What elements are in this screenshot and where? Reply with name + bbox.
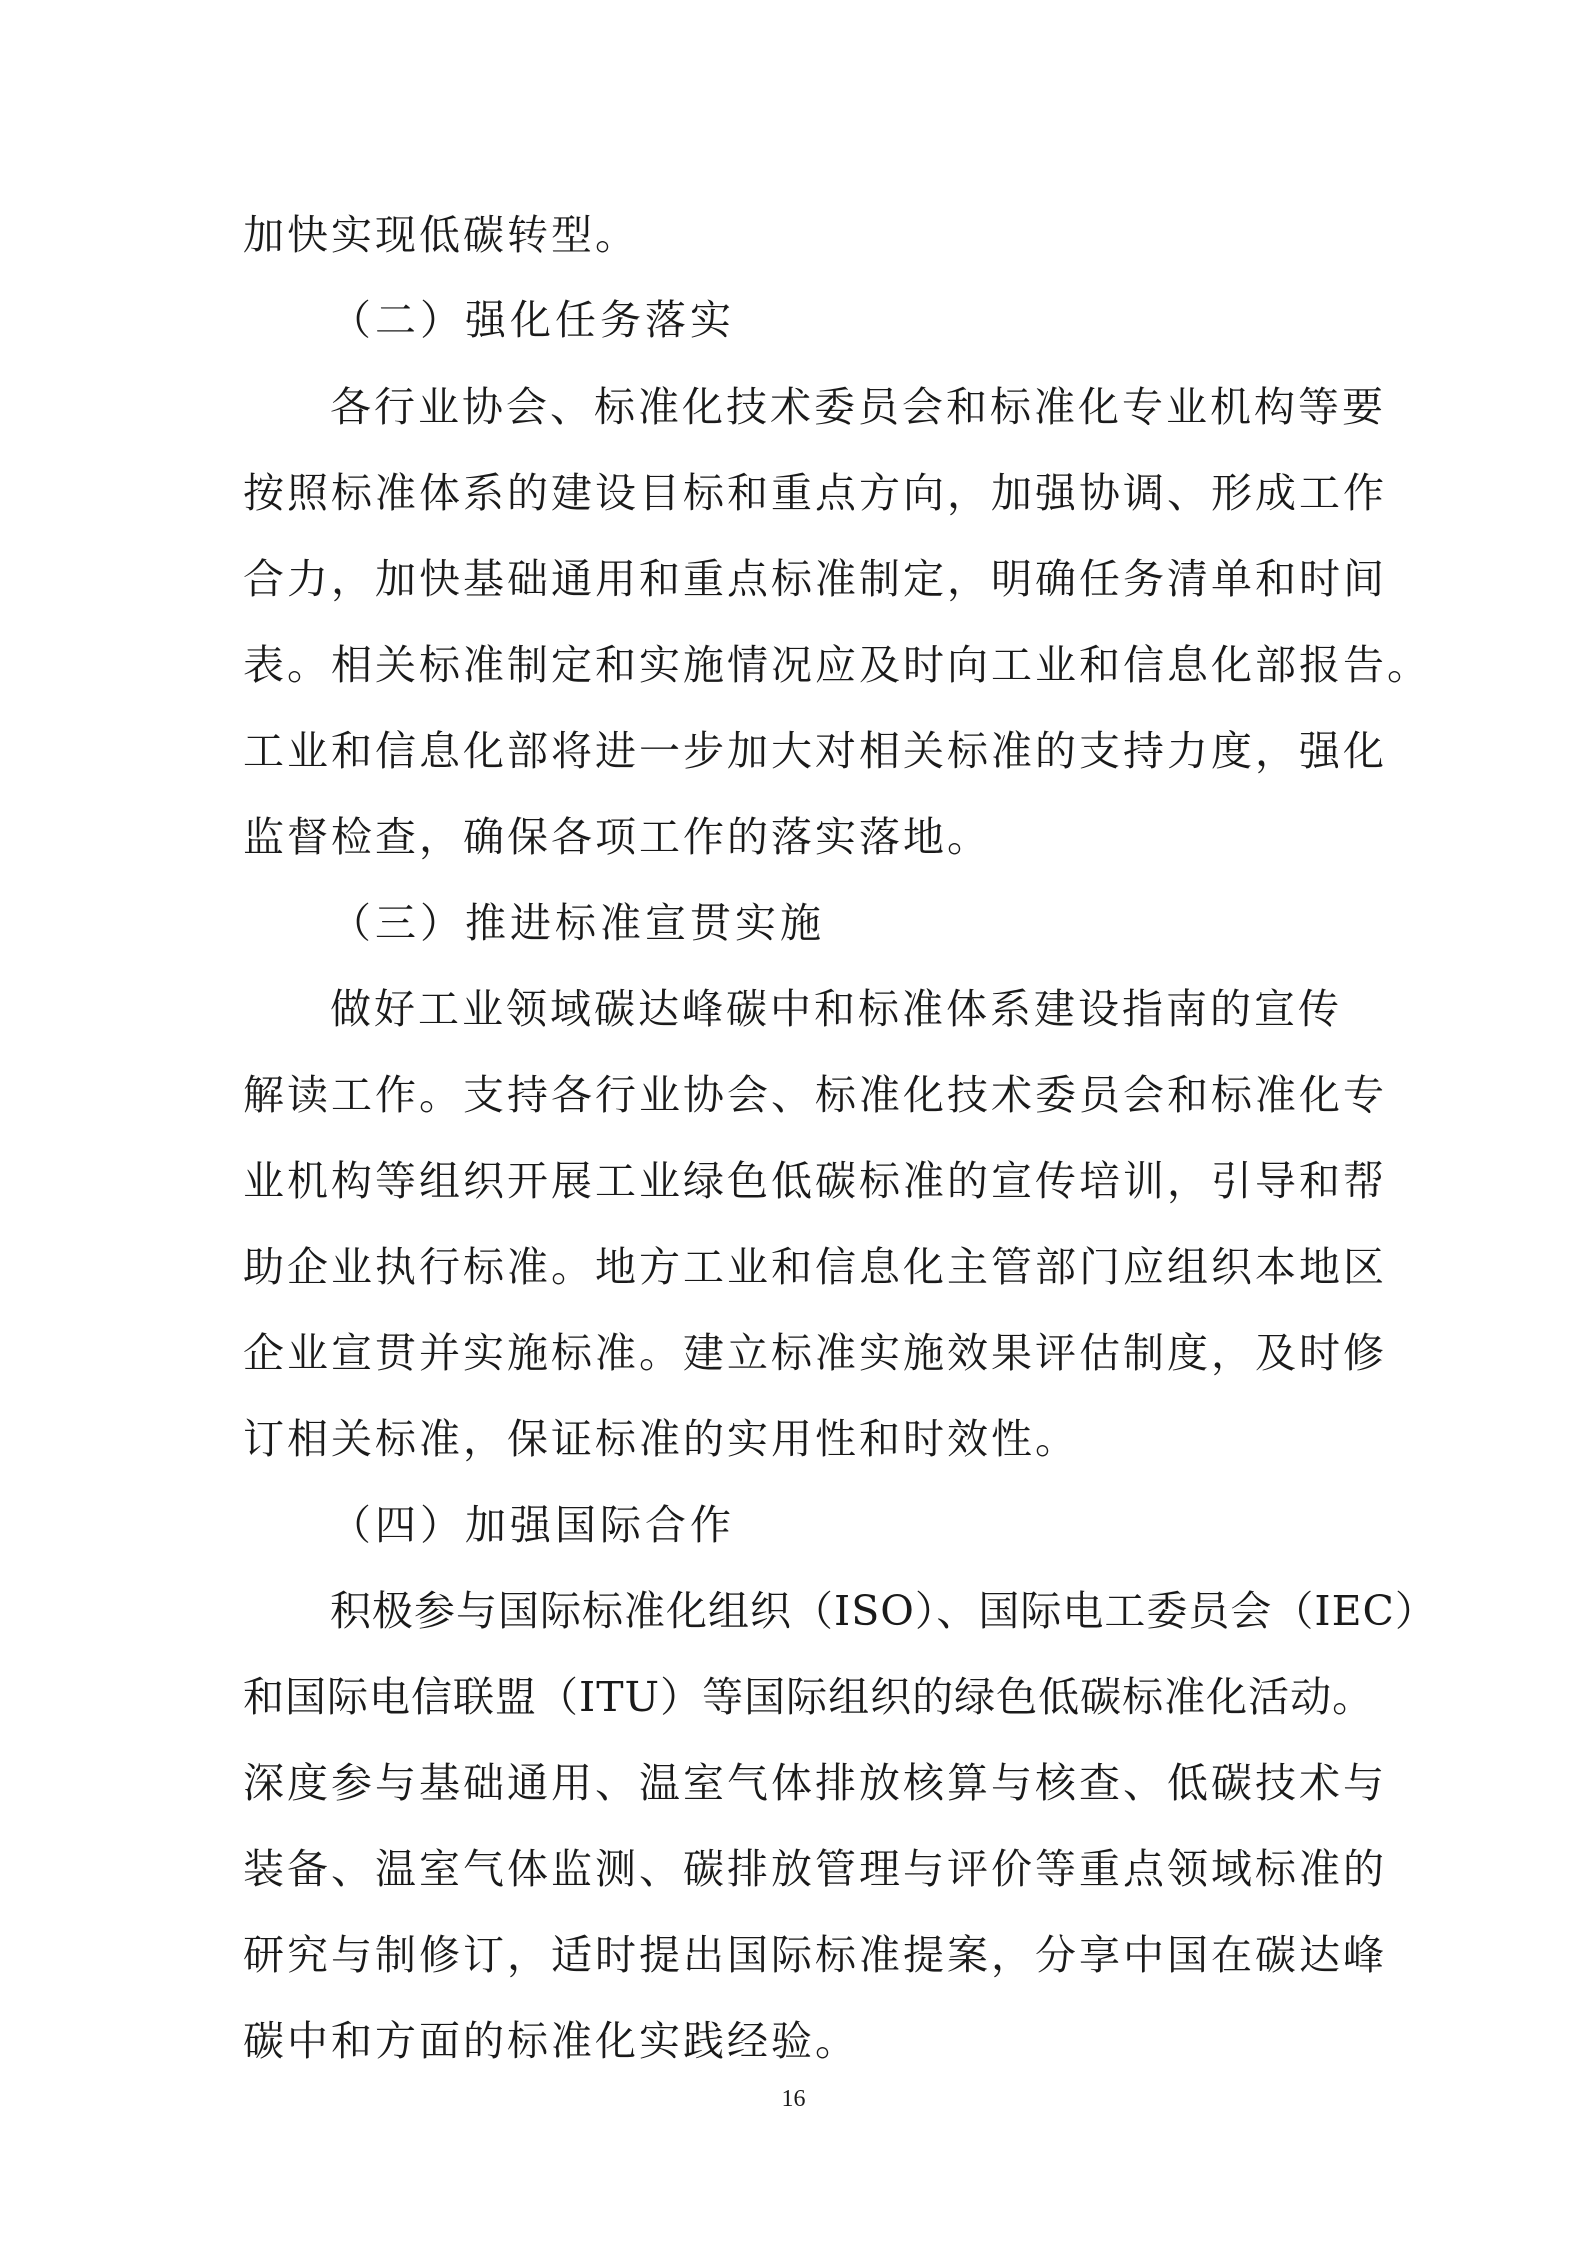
paragraph-line: 装备、温室气体监测、碳排放管理与评价等重点领域标准的 bbox=[243, 1845, 1387, 1893]
paragraph-line: 和国际电信联盟（ITU）等国际组织的绿色低碳标准化活动。 bbox=[243, 1673, 1375, 1721]
paragraph-line: 助企业执行标准。地方工业和信息化主管部门应组织本地区 bbox=[243, 1243, 1387, 1291]
paragraph-line: 按照标准体系的建设目标和重点方向，加强协调、形成工作 bbox=[243, 469, 1387, 517]
paragraph-line: 深度参与基础通用、温室气体排放核算与核查、低碳技术与 bbox=[243, 1759, 1387, 1807]
paragraph-line: 订相关标准，保证标准的实用性和时效性。 bbox=[243, 1415, 1079, 1463]
paragraph-line: 工业和信息化部将进一步加大对相关标准的支持力度，强化 bbox=[243, 727, 1387, 775]
paragraph-line: 业机构等组织开展工业绿色低碳标准的宣传培训，引导和帮 bbox=[243, 1157, 1387, 1205]
paragraph-line: 碳中和方面的标准化实践经验。 bbox=[243, 2017, 859, 2065]
paragraph-line: 表。相关标准制定和实施情况应及时向工业和信息化部报告。 bbox=[243, 641, 1431, 689]
paragraph-line: 做好工业领域碳达峰碳中和标准体系建设指南的宣传 bbox=[330, 985, 1342, 1033]
paragraph-line: 积极参与国际标准化组织（ISO）、国际电工委员会（IEC） bbox=[330, 1587, 1437, 1635]
paragraph-line: 加快实现低碳转型。 bbox=[243, 211, 639, 259]
paragraph-line: 解读工作。支持各行业协会、标准化技术委员会和标准化专 bbox=[243, 1071, 1387, 1119]
page-number: 16 bbox=[781, 2086, 806, 2112]
paragraph-line: 企业宣贯并实施标准。建立标准实施效果评估制度，及时修 bbox=[243, 1329, 1387, 1377]
section-heading-3: （三）推进标准宣贯实施 bbox=[330, 899, 825, 947]
paragraph-line: 研究与制修订，适时提出国际标准提案，分享中国在碳达峰 bbox=[243, 1931, 1387, 1979]
paragraph-line: 各行业协会、标准化技术委员会和标准化专业机构等要 bbox=[330, 383, 1386, 431]
section-heading-4: （四）加强国际合作 bbox=[330, 1501, 735, 1549]
paragraph-line: 合力，加快基础通用和重点标准制定，明确任务清单和时间 bbox=[243, 555, 1387, 603]
paragraph-line: 监督检查，确保各项工作的落实落地。 bbox=[243, 813, 991, 861]
section-heading-2: （二）强化任务落实 bbox=[330, 296, 735, 344]
